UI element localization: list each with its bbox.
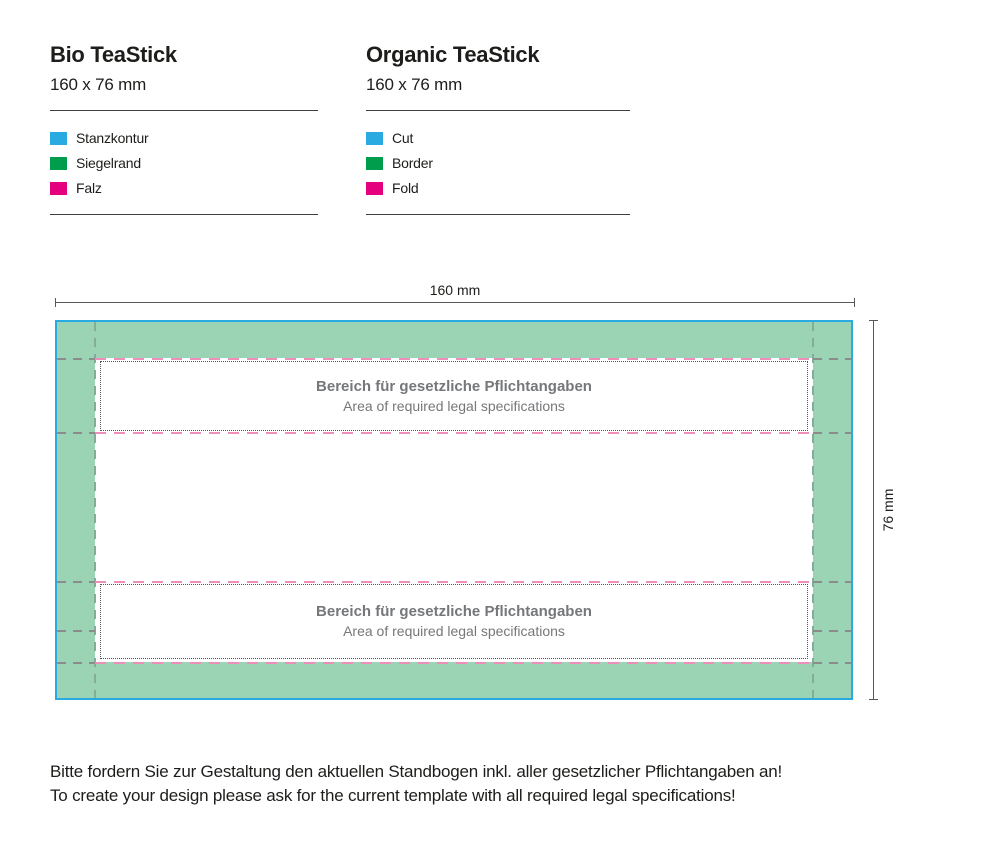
fold-line-3 [95, 581, 813, 583]
height-dimension-label: 76 mm [880, 488, 896, 532]
cut-color-swatch-icon [366, 132, 383, 145]
legal-area-bottom [100, 584, 808, 659]
crease-mark [57, 581, 95, 583]
divider-line [50, 214, 318, 215]
fold-line-4 [95, 662, 813, 664]
legend-item-stanzkontur [50, 131, 149, 145]
footer-note [50, 760, 782, 808]
legal-area-text-en: Area of required legal specifications [343, 397, 565, 414]
width-dimension-tick-right [854, 298, 855, 307]
legend-label: Cut [392, 130, 414, 146]
legend-label: Siegelrand [76, 155, 141, 171]
crease-mark [57, 630, 95, 632]
legend-item-siegelrand [50, 156, 141, 170]
crease-mark [57, 662, 95, 664]
crease-mark [57, 432, 95, 434]
fold-color-swatch-icon [50, 182, 67, 195]
left-panel-fold-line [94, 322, 96, 698]
legend-label: Falz [76, 180, 102, 196]
width-dimension-label: 160 mm [429, 282, 481, 298]
product-title: Organic TeaStick [366, 42, 540, 67]
product-title: Bio TeaStick [50, 42, 177, 67]
width-dimension-tick-left [55, 298, 56, 307]
legal-area-text-de: Bereich für gesetzliche Pflichtangaben [316, 603, 592, 620]
height-dimension-line [873, 320, 874, 700]
border-color-swatch-icon [50, 157, 67, 170]
teastick-template-diagram [55, 320, 853, 700]
legend-item-cut [366, 131, 413, 145]
fold-line-2 [95, 432, 813, 434]
width-dimension-line [55, 302, 855, 303]
legend-label: Stanzkontur [76, 130, 149, 146]
right-panel-fold-line [812, 322, 814, 698]
footer-note-de: Bitte fordern Sie zur Gestaltung den aktuellen Standbogen inkl. aller gesetzlicher Pflichtangaben an! [50, 762, 783, 781]
crease-mark [813, 432, 851, 434]
crease-mark [813, 662, 851, 664]
height-dimension-tick-top [869, 320, 878, 321]
footer-note-en: To create your design please ask for the current template with all required legal specifications! [50, 786, 736, 805]
cut-color-swatch-icon [50, 132, 67, 145]
divider-line [366, 214, 630, 215]
legend-label: Border [392, 155, 433, 171]
legend-item-falz [50, 181, 102, 195]
legal-area-text-de: Bereich für gesetzliche Pflichtangaben [316, 377, 592, 395]
fold-line-1 [95, 358, 813, 360]
height-dimension-tick-bottom [869, 699, 878, 700]
product-size: 160 x 76 mm [366, 75, 463, 94]
legal-area-text-en: Area of required legal specifications [343, 623, 565, 639]
crease-mark [813, 630, 851, 632]
crease-mark [57, 358, 95, 360]
crease-mark [813, 581, 851, 583]
product-header-bio [50, 40, 318, 220]
divider-line [366, 110, 630, 111]
divider-line [50, 110, 318, 111]
product-header-organic [366, 40, 630, 220]
crease-mark [813, 358, 851, 360]
fold-color-swatch-icon [366, 182, 383, 195]
legend-item-fold [366, 181, 418, 195]
legend-label: Fold [392, 180, 419, 196]
product-size: 160 x 76 mm [50, 75, 147, 94]
legal-area-top [100, 361, 808, 431]
legend-item-border [366, 156, 433, 170]
border-color-swatch-icon [366, 157, 383, 170]
